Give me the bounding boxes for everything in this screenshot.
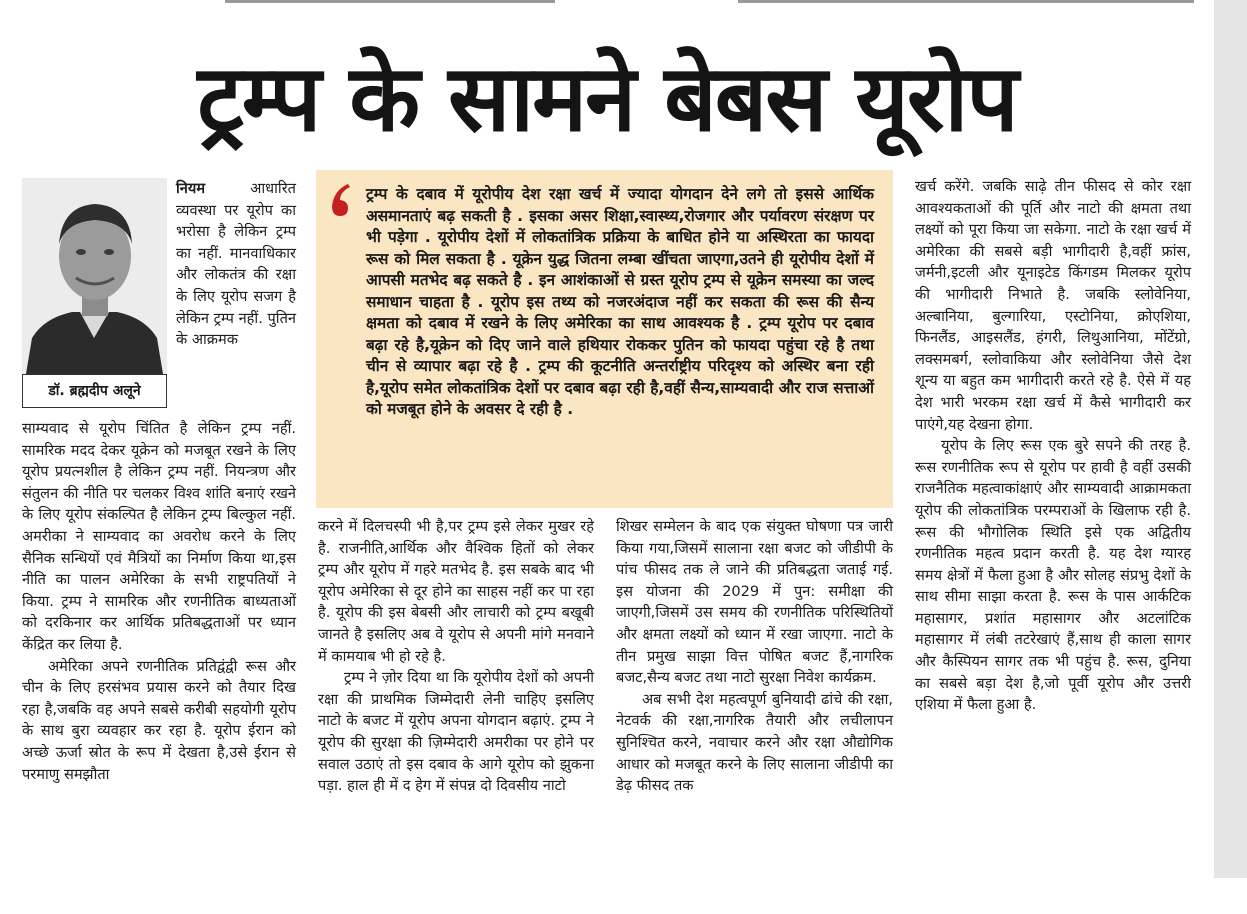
paragraph: शिखर सम्मेलन के बाद एक संयुक्त घोषणा पत्र जारी किया गया,जिसमें सालाना रक्षा बजट को जीडीपी के पांच फीसद तक ले जाने की प्रतिबद्धता जताई गई. इस योजना की 2029 में पुन: समीक्षा की जाएगी,जिसमें उस समय की रणनीतिक परिस्थितियों और क्षमता लक्ष्यों को ध्यान में रखा जाएगा. नाटो के तीन प्रमुख साझा वित्त पोषित बजट हैं,नागरिक बजट,सैन्य बजट तथा नाटो सुरक्षा निवेश कार्यक्रम. (616, 518, 893, 687)
page-edge-strip (1214, 0, 1247, 878)
column-3 (616, 516, 893, 797)
quote-mark-icon (326, 180, 356, 230)
intro-lead: नियम (176, 180, 206, 197)
paragraph: साम्यवाद से यूरोप चिंतित है लेकिन ट्रम्प नहीं. सामरिक मदद देकर यूक्रेन को मजबूत रखने के लिए यूरोप प्रयत्नशील है लेकिन ट्रम्प नहीं. नियन्त्रण और संतुलन की नीति पर चलकर विश्व शांति बनाएं रखने के लिए यूरोप संकल्पित है लेकिन ट्रम्प बिल्कुल नहीं. अमरीका ने साम्यवाद का अवरोध करने के लिए सैनिक सन्धियों एवं मैत्रियों का निर्माण किया था,इस नीति का पालन अमेरिका के सभी राष्ट्रपतियों ने किया. ट्रम्प ने सामरिक और रणनीतिक बाध्यताओं को दरकिनार कर आर्थिक प्रतिबद्धताओं पर ध्यान केंद्रित कर लिया है. (22, 420, 296, 653)
pull-quote-text (366, 184, 874, 421)
column-4 (915, 176, 1191, 716)
paragraph: करने में दिलचस्पी भी है,पर ट्रम्प इसे लेकर मुखर रहे है. राजनीति,आर्थिक और वैश्विक हितों को लेकर ट्रम्प और यूरोप में गहरे मतभेद है. इस सबके बाद भी यूरोप अमेरिका से दूर होने का साहस नहीं कर पा रहा है. यूरोप की इस बेबसी और लाचारी को ट्रम्प बखूबी जानते है इसलिए अब वे यूरोप से अपनी मांगे मनवाने में कामयाब भी हो रहे है. (318, 518, 594, 665)
pull-quote-body: ट्रम्प के दबाव में यूरोपीय देश रक्षा खर्च में ज्यादा योगदान देने लगे तो इससे आर्थिक असमानताएं बढ़ सकती है . इसका असर शिक्षा,स्वास्थ्य,रोजगार और पर्यावरण संरक्षण पर भी पड़ेगा . यूरोपीय देशों में लोकतांत्रिक प्रक्रिया के बाधित होने या अस्थिरता का फायदा रूस को मिल सकता है . यूक्रेन युद्ध जितना लम्बा खींचता जाएगा,उतने ही यूरोपीय देशों में आपसी मतभेद बढ़ सकते है . इन आशंकाओं से ग्रस्त यूरोप ट्रम्प से यूक्रेन समस्या का जल्द समाधान चाहता है . यूरोप इस तथ्य को नजरअंदाज नहीं कर सकता की रूस की सैन्य क्षमता को दबाव में रखने के लिए अमेरिका का साथ आवश्यक है . ट्रम्प यूरोप पर दबाव बढ़ा रहे है,यूक्रेन को दिए जाने वाले हथियार रोककर पुतिन को फायदा पहुंचा रहे है तथा चीन से व्यापार बढ़ा रहे है . ट्रम्प की कूटनीति अन्तर्राष्ट्रीय परिदृश्य को अस्थिर बना रही है,यूरोप समेत लोकतांत्रिक देशों पर दबाव बढ़ा रही है,वहीं सैन्य,साम्यवादी और राज सत्ताओं को मजबूत होने के अवसर दे रही है . (366, 185, 874, 418)
paragraph: ट्रम्प ने ज़ोर दिया था कि यूरोपीय देशों को अपनी रक्षा की प्राथमिक जिम्मेदारी लेनी चाहिए इसलिए नाटो के बजट में यूरोप अपना योगदान बढ़ाएं. ट्रम्प ने यूरोप की सुरक्षा की ज़िम्मेदारी अमरीका पर होने पर सवाल उठाएं तो इस दबाव के आगे यूरोप को झुकना पड़ा. हाल ही में द हेग में संपन्न दो दिवसीय नाटो (318, 669, 594, 795)
top-rule-left (225, 0, 555, 3)
author-name: डॉ. ब्रह्मदीप अलूने (22, 374, 167, 408)
paragraph: यूरोप के लिए रूस एक बुरे सपने की तरह है. रूस रणनीतिक रूप से यूरोप पर हावी है वहीं उसकी राजनैतिक महत्वाकांक्षाएं और साम्यवादी आक्रामकता यूरोप की लोकतांत्रिक परम्पराओं के खिलाफ रही है. रूस की भौगोलिक स्थिति इसे एक अद्वितीय रणनीतिक महत्व प्रदान करती है. यह देश ग्यारह समय क्षेत्रों में फैला हुआ है और सोलह संप्रभु देशों के साथ सीमा साझा करता है. रूस के पास आर्कटिक महासागर, प्रशांत महासागर और अटलांटिक महासागर में लंबी तटरेखाएं हैं,साथ ही काला सागर और कैस्पियन सागर तक भी पहुंच है. रूस, दुनिया का सबसे बड़ा देश है,जो पूर्वी यूरोप और उत्तरी एशिया में फैला हुआ है. (915, 437, 1191, 714)
author-portrait-icon (22, 178, 167, 374)
intro-body: आधारित व्यवस्था पर यूरोप का भरोसा है लेकिन ट्रम्प का नहीं. मानवाधिकार और लोकतंत्र की रक्षा के लिए यूरोप सजग है लेकिन ट्रम्प नहीं. पुतिन के आक्रमक (176, 180, 296, 349)
author-photo (22, 178, 167, 374)
headline: ट्रम्प के सामने बेबस यूरोप (197, 45, 1017, 152)
top-rule-right (738, 0, 1194, 3)
column-1 (22, 418, 296, 785)
paragraph: अमेरिका अपने रणनीतिक प्रतिद्वंद्वी रूस और चीन के लिए हरसंभव प्रयास करने को तैयार दिख रहा है,जबकि वह अपने सबसे करीबी सहयोगी यूरोप के साथ बुरा व्यवहार कर रहा है. यूरोप ईरान को अच्छे ऊर्जा स्रोत के रूप में देखता है,उसे ईरान से परमाणु समझौता (22, 657, 296, 783)
paragraph: खर्च करेंगे. जबकि साढ़े तीन फीसद से कोर रक्षा आवश्यकताओं की पूर्ति और नाटो की क्षमता तथा लक्ष्यों को पूरा किया जा सकेगा. नाटो के रक्षा खर्च में अमेरिका की सबसे बड़ी भागीदारी है,वहीं फ्रांस, जर्मनी,इटली और यूनाइटेड किंगडम मिलकर यूरोप की भागीदारी निभाते है. जबकि स्लोवेनिया, अल्बानिया, बुल्गारिया, एस्टोनिया, क्रोएशिया, फिनलैंड, आइसलैंड, हंगरी, लिथुआनिया, मोंटेंग्रो, लक्समबर्ग, स्लोवाकिया और स्लोवेनिया जैसे देश शून्य या बहुत कम भागीदारी करते रहे है. ऐसे में यह देश भारी भरकम रक्षा खर्च में कैसे भागीदारी कर पाएंगे,यह देखना होगा. (915, 178, 1191, 433)
intro-text (176, 178, 296, 351)
paragraph: अब सभी देश महत्वपूर्ण बुनियादी ढांचे की रक्षा, नेटवर्क की रक्षा,नागरिक तैयारी और लचीलापन सुनिश्चित करने, नवाचार करने और रक्षा औद्योगिक आधार को मजबूत करने के लिए सालाना जीडीपी का डेढ़ फीसद तक (616, 690, 893, 795)
column-2 (318, 516, 594, 797)
